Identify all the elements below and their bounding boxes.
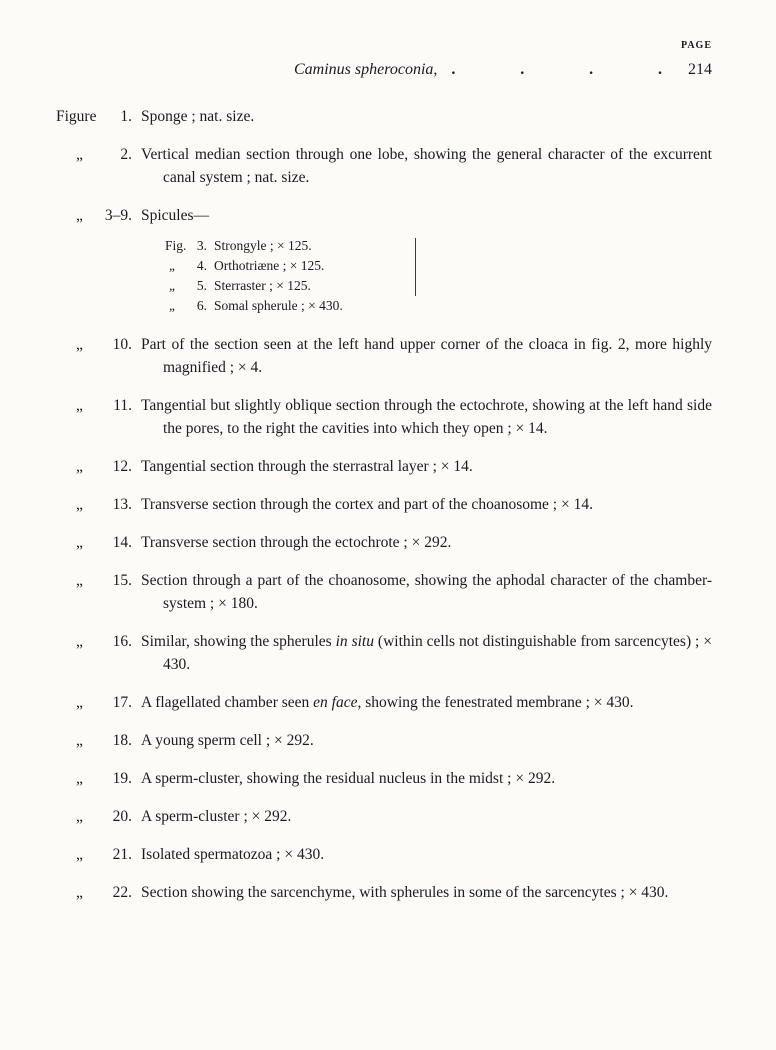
- figure-caption: [141, 143, 712, 189]
- figure-entry: [56, 729, 712, 752]
- figure-caption: [141, 881, 712, 904]
- fig-abbrev: Fig.: [165, 238, 187, 253]
- figure-label: [56, 630, 132, 676]
- ditto-mark: „: [76, 207, 83, 224]
- spicule-caption: Strongyle ; × 125.: [214, 238, 312, 253]
- ditto-mark: „: [76, 846, 83, 863]
- ditto-mark: „: [169, 278, 175, 293]
- figure-number: 1.: [120, 108, 132, 125]
- ditto-mark: „: [169, 258, 175, 273]
- figure-entry: [56, 805, 712, 828]
- figure-caption: [141, 105, 712, 128]
- figure-label: [56, 531, 132, 554]
- figure-label: [56, 333, 132, 379]
- page-header-label: PAGE: [680, 40, 712, 51]
- figure-number: 16.: [112, 633, 132, 650]
- figure-caption: [141, 843, 712, 866]
- spicule-item: [165, 256, 415, 276]
- caption-text: A young sperm cell ; × 292.: [141, 732, 314, 749]
- figure-number: 3–9.: [104, 207, 132, 224]
- ditto-mark: „: [76, 534, 83, 551]
- figure-number: 19.: [112, 770, 132, 787]
- running-title: Caminus spheroconia,: [294, 61, 438, 78]
- figure-content: [132, 630, 712, 676]
- figure-content: [132, 767, 712, 790]
- figure-number: 22.: [112, 884, 132, 901]
- figure-content: [132, 143, 712, 189]
- spicule-label: [165, 256, 207, 276]
- figure-caption: [141, 333, 712, 379]
- figure-number: 2.: [120, 146, 132, 163]
- figure-number: 10.: [112, 336, 132, 353]
- leader-dot: .: [657, 61, 662, 78]
- spicule-item: [165, 236, 415, 256]
- figure-content: [132, 805, 712, 828]
- spicule-caption: Somal spherule ; × 430.: [214, 298, 343, 313]
- figure-content: [132, 881, 712, 904]
- leader-dots: [437, 61, 688, 79]
- figure-label: [56, 767, 132, 790]
- caption-text: Tangential but slightly oblique section through the ectochrote, showing at the left hand side the pores, to the right the cavities into which they open ; × 14.: [141, 397, 712, 437]
- figure-number: 20.: [112, 808, 132, 825]
- figure-number: 15.: [112, 572, 132, 589]
- caption-text: Section showing the sarcenchyme, with spherules in some of the sarcencytes ; × 430.: [141, 884, 669, 901]
- spicule-caption: Orthotriæne ; × 125.: [214, 258, 325, 273]
- spicule-label: [165, 276, 207, 296]
- figure-number: 12.: [112, 458, 132, 475]
- ditto-mark: „: [76, 884, 83, 901]
- caption-text: , showing the fenestrated membrane ; × 430.: [357, 694, 634, 711]
- figure-caption: [141, 493, 712, 516]
- figure-entry: [56, 333, 712, 379]
- figure-list: [56, 105, 712, 904]
- figure-label: [56, 105, 132, 128]
- figure-entry: [56, 204, 712, 318]
- figure-number: 18.: [112, 732, 132, 749]
- spicule-figures: [165, 236, 712, 316]
- figure-caption: [141, 729, 712, 752]
- ditto-mark: „: [76, 694, 83, 711]
- figure-caption: [141, 531, 712, 554]
- ditto-mark: „: [76, 633, 83, 650]
- leader-dot: .: [520, 61, 525, 78]
- figure-caption: [141, 691, 712, 714]
- figure-caption: [141, 630, 712, 676]
- caption-text: Isolated spermatozoa ; × 430.: [141, 846, 325, 863]
- spicule-caption: Sterraster ; × 125.: [214, 278, 311, 293]
- figure-content: [132, 531, 712, 554]
- caption-text: Transverse section through the ectochrote ; × 292.: [141, 534, 452, 551]
- figure-entry: [56, 394, 712, 440]
- figure-label: [56, 493, 132, 516]
- figure-caption: [141, 805, 712, 828]
- caption-text: Section through a part of the choanosome, showing the aphodal character of the chamber-system ; × 180.: [141, 572, 712, 612]
- spicule-item: [165, 296, 415, 316]
- figure-entry: [56, 843, 712, 866]
- figure-entry: [56, 493, 712, 516]
- page-number: 214: [688, 61, 712, 78]
- figure-label: [56, 143, 132, 189]
- figure-label: [56, 569, 132, 615]
- spicule-number: 4.: [196, 258, 207, 273]
- figure-content: [132, 569, 712, 615]
- figure-entry: [56, 691, 712, 714]
- figure-word: Figure: [56, 108, 97, 125]
- ditto-mark: „: [76, 808, 83, 825]
- latin-phrase: in situ: [335, 633, 374, 650]
- figure-label: [56, 805, 132, 828]
- figure-caption: [141, 204, 712, 227]
- caption-text: Part of the section seen at the left hand upper corner of the cloaca in fig. 2, more highly magnified ; × 4.: [141, 336, 712, 376]
- figure-caption: [141, 455, 712, 478]
- figure-content: [132, 204, 712, 318]
- caption-text: A sperm-cluster, showing the residual nucleus in the midst ; × 292.: [141, 770, 556, 787]
- spicule-label: [165, 296, 207, 316]
- spicule-number: 6.: [196, 298, 207, 313]
- figure-entry: [56, 630, 712, 676]
- figure-entry: [56, 455, 712, 478]
- spicule-number: 3.: [196, 238, 207, 253]
- figure-number: 21.: [112, 846, 132, 863]
- figure-content: [132, 493, 712, 516]
- spicule-label: [165, 236, 207, 256]
- spicule-column-left: [165, 236, 415, 316]
- figure-content: [132, 843, 712, 866]
- ditto-mark: „: [76, 336, 83, 353]
- ditto-mark: „: [76, 458, 83, 475]
- figure-label: [56, 394, 132, 440]
- caption-text: Similar, showing the spherules: [141, 633, 336, 650]
- figure-entry: [56, 531, 712, 554]
- ditto-mark: „: [76, 397, 83, 414]
- figure-caption: [141, 394, 712, 440]
- caption-text: Tangential section through the sterrastral layer ; × 14.: [141, 458, 473, 475]
- figure-content: [132, 105, 712, 128]
- leader-dot: .: [589, 61, 594, 78]
- caption-text: Transverse section through the cortex and part of the choanosome ; × 14.: [141, 496, 593, 513]
- figure-content: [132, 455, 712, 478]
- figure-entry: [56, 767, 712, 790]
- ditto-mark: „: [169, 298, 175, 313]
- caption-text: A sperm-cluster ; × 292.: [141, 808, 292, 825]
- caption-text: A flagellated chamber seen: [141, 694, 314, 711]
- caption-text: Sponge ; nat. size.: [141, 108, 255, 125]
- figure-content: [132, 394, 712, 440]
- figure-label: [56, 881, 132, 904]
- ditto-mark: „: [76, 732, 83, 749]
- figure-label: [56, 204, 132, 318]
- ditto-mark: „: [76, 146, 83, 163]
- figure-label: [56, 691, 132, 714]
- figure-content: [132, 729, 712, 752]
- caption-text: Spicules—: [141, 207, 210, 224]
- caption-text: Vertical median section through one lobe, showing the general character of the excurrent canal system ; nat. size.: [141, 146, 712, 186]
- caption-text: (within cells not distinguishable from sarcencytes) ; × 430.: [163, 633, 713, 673]
- spicule-column-right: [416, 236, 712, 316]
- figure-label: [56, 729, 132, 752]
- leader-dot: .: [451, 61, 456, 78]
- figure-number: 11.: [113, 397, 132, 414]
- figure-label: [56, 455, 132, 478]
- figure-entry: [56, 143, 712, 189]
- figure-content: [132, 691, 712, 714]
- figure-caption: [141, 569, 712, 615]
- figure-number: 17.: [112, 694, 132, 711]
- latin-phrase: en face: [313, 694, 358, 711]
- spicule-number: 5.: [196, 278, 207, 293]
- ditto-mark: „: [76, 496, 83, 513]
- figure-content: [132, 333, 712, 379]
- figure-entry: [56, 105, 712, 128]
- figure-number: 14.: [112, 534, 132, 551]
- figure-entry: [56, 881, 712, 904]
- spicule-item: [165, 276, 415, 296]
- figure-label: [56, 843, 132, 866]
- figure-number: 13.: [112, 496, 132, 513]
- contents-line: [56, 61, 712, 79]
- figure-caption: [141, 767, 712, 790]
- figure-entry: [56, 569, 712, 615]
- ditto-mark: „: [76, 770, 83, 787]
- ditto-mark: „: [76, 572, 83, 589]
